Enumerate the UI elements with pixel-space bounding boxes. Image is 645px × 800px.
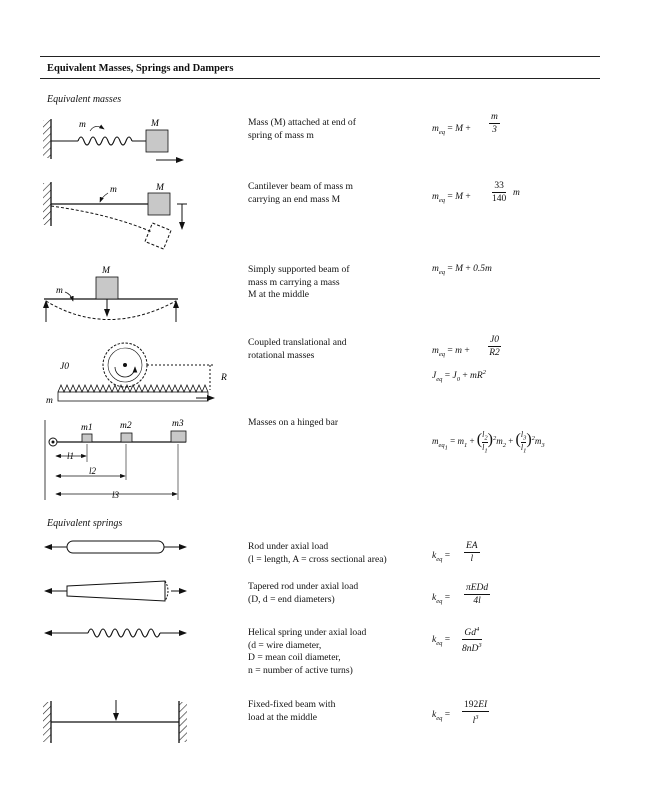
label-m3: m3 <box>172 419 184 429</box>
desc-coupled: Coupled translational and rotational masses <box>248 337 347 361</box>
formula-tapered-frac: πEDd 4l <box>466 583 489 606</box>
desc-fixed-beam: Fixed-fixed beam with load at the middle <box>248 699 336 723</box>
desc-tapered-rod: Tapered rod under axial load (D, d = end diameters) <box>248 581 359 605</box>
formula-row2-frac: $\frac{33}{140}$ <box>492 181 507 204</box>
label-l1: l1 <box>67 451 75 461</box>
label-M: M <box>151 119 159 129</box>
formula-helical-lhs: $k_{eq}$ = <box>432 635 451 647</box>
fig-rod <box>45 541 186 553</box>
label-J0: J0 <box>60 362 69 372</box>
fig-mass-on-spring <box>43 119 183 160</box>
fig-simply-supported <box>44 277 178 322</box>
label-M-2: M <box>156 183 164 193</box>
formula-helical-frac: $\frac{Gd^4}{8nD^3}$ <box>462 626 482 655</box>
label-m-4: m <box>46 396 53 406</box>
formula-row5: $m_{eq_1} = m_1$ + ( $\frac{l_2}{l_1}$ )$^2m_2$ + ( $\frac{l_3}{l_1}$ )$^2m_3$ <box>432 430 545 455</box>
label-m-2: m <box>110 185 117 195</box>
formula-rod-lhs: $k_{eq}$ = <box>432 551 451 563</box>
formula-row2-m: m <box>513 188 520 198</box>
label-m1: m1 <box>81 423 93 433</box>
label-m: m <box>79 120 86 130</box>
desc-helical-spring: Helical spring under axial load (d = wire diameter, D = mean coil diameter, n = number of active turns) <box>248 627 367 676</box>
desc-simply-supported: Simply supported beam of mass m carrying a mass M at the middle <box>248 264 350 300</box>
label-M-3: M <box>102 266 110 276</box>
desc-hinged-bar: Masses on a hinged bar <box>248 417 339 428</box>
formula-row4b: $J_{eq} = J_0 + mR^2$ <box>432 369 486 384</box>
fig-fixed-beam <box>43 700 187 743</box>
formula-fixed-frac: $\frac{192EI}{l^3}$ <box>464 700 488 727</box>
formula-row4a-frac: $\frac{J0}{R2}$ <box>489 335 500 358</box>
fig-rack-pinion <box>58 343 214 401</box>
desc-rod: Rod under axial load (l = length, A = cross sectional area) <box>248 541 387 565</box>
label-m-3: m <box>56 286 63 296</box>
formula-row4a-lhs: $m_{eq} = m$ + <box>432 346 470 358</box>
label-l2: l2 <box>89 466 97 476</box>
desc-mass-on-spring: Mass (M) attached at end of spring of mass m <box>248 117 356 141</box>
formula-tapered-lhs: $k_{eq}$ = <box>432 593 451 605</box>
label-l3: l3 <box>112 490 120 500</box>
formula-row2-lhs: $m_{eq} = M$ + <box>432 192 471 204</box>
desc-cantilever: Cantilever beam of mass m carrying an end mass M <box>248 181 353 205</box>
page-title: Equivalent Masses, Springs and Dampers <box>47 63 234 74</box>
fig-tapered-rod <box>45 581 186 601</box>
formula-row1-frac: $\frac{m}{3}$ <box>491 112 498 135</box>
formula-rod-frac: $\frac{EA}{l}$ <box>466 541 478 564</box>
formula-row3: $m_{eq} = M + 0.5m$ <box>432 264 492 276</box>
formula-fixed-lhs: $k_{eq}$ = <box>432 710 451 722</box>
section-equivalent-masses: Equivalent masses <box>47 94 122 105</box>
label-R: R <box>221 373 227 383</box>
fig-helical-spring <box>45 629 186 637</box>
formula-row1-lhs: $m_{eq} = M$ + <box>432 124 471 136</box>
section-equivalent-springs: Equivalent springs <box>47 518 123 529</box>
label-m2: m2 <box>120 421 132 431</box>
